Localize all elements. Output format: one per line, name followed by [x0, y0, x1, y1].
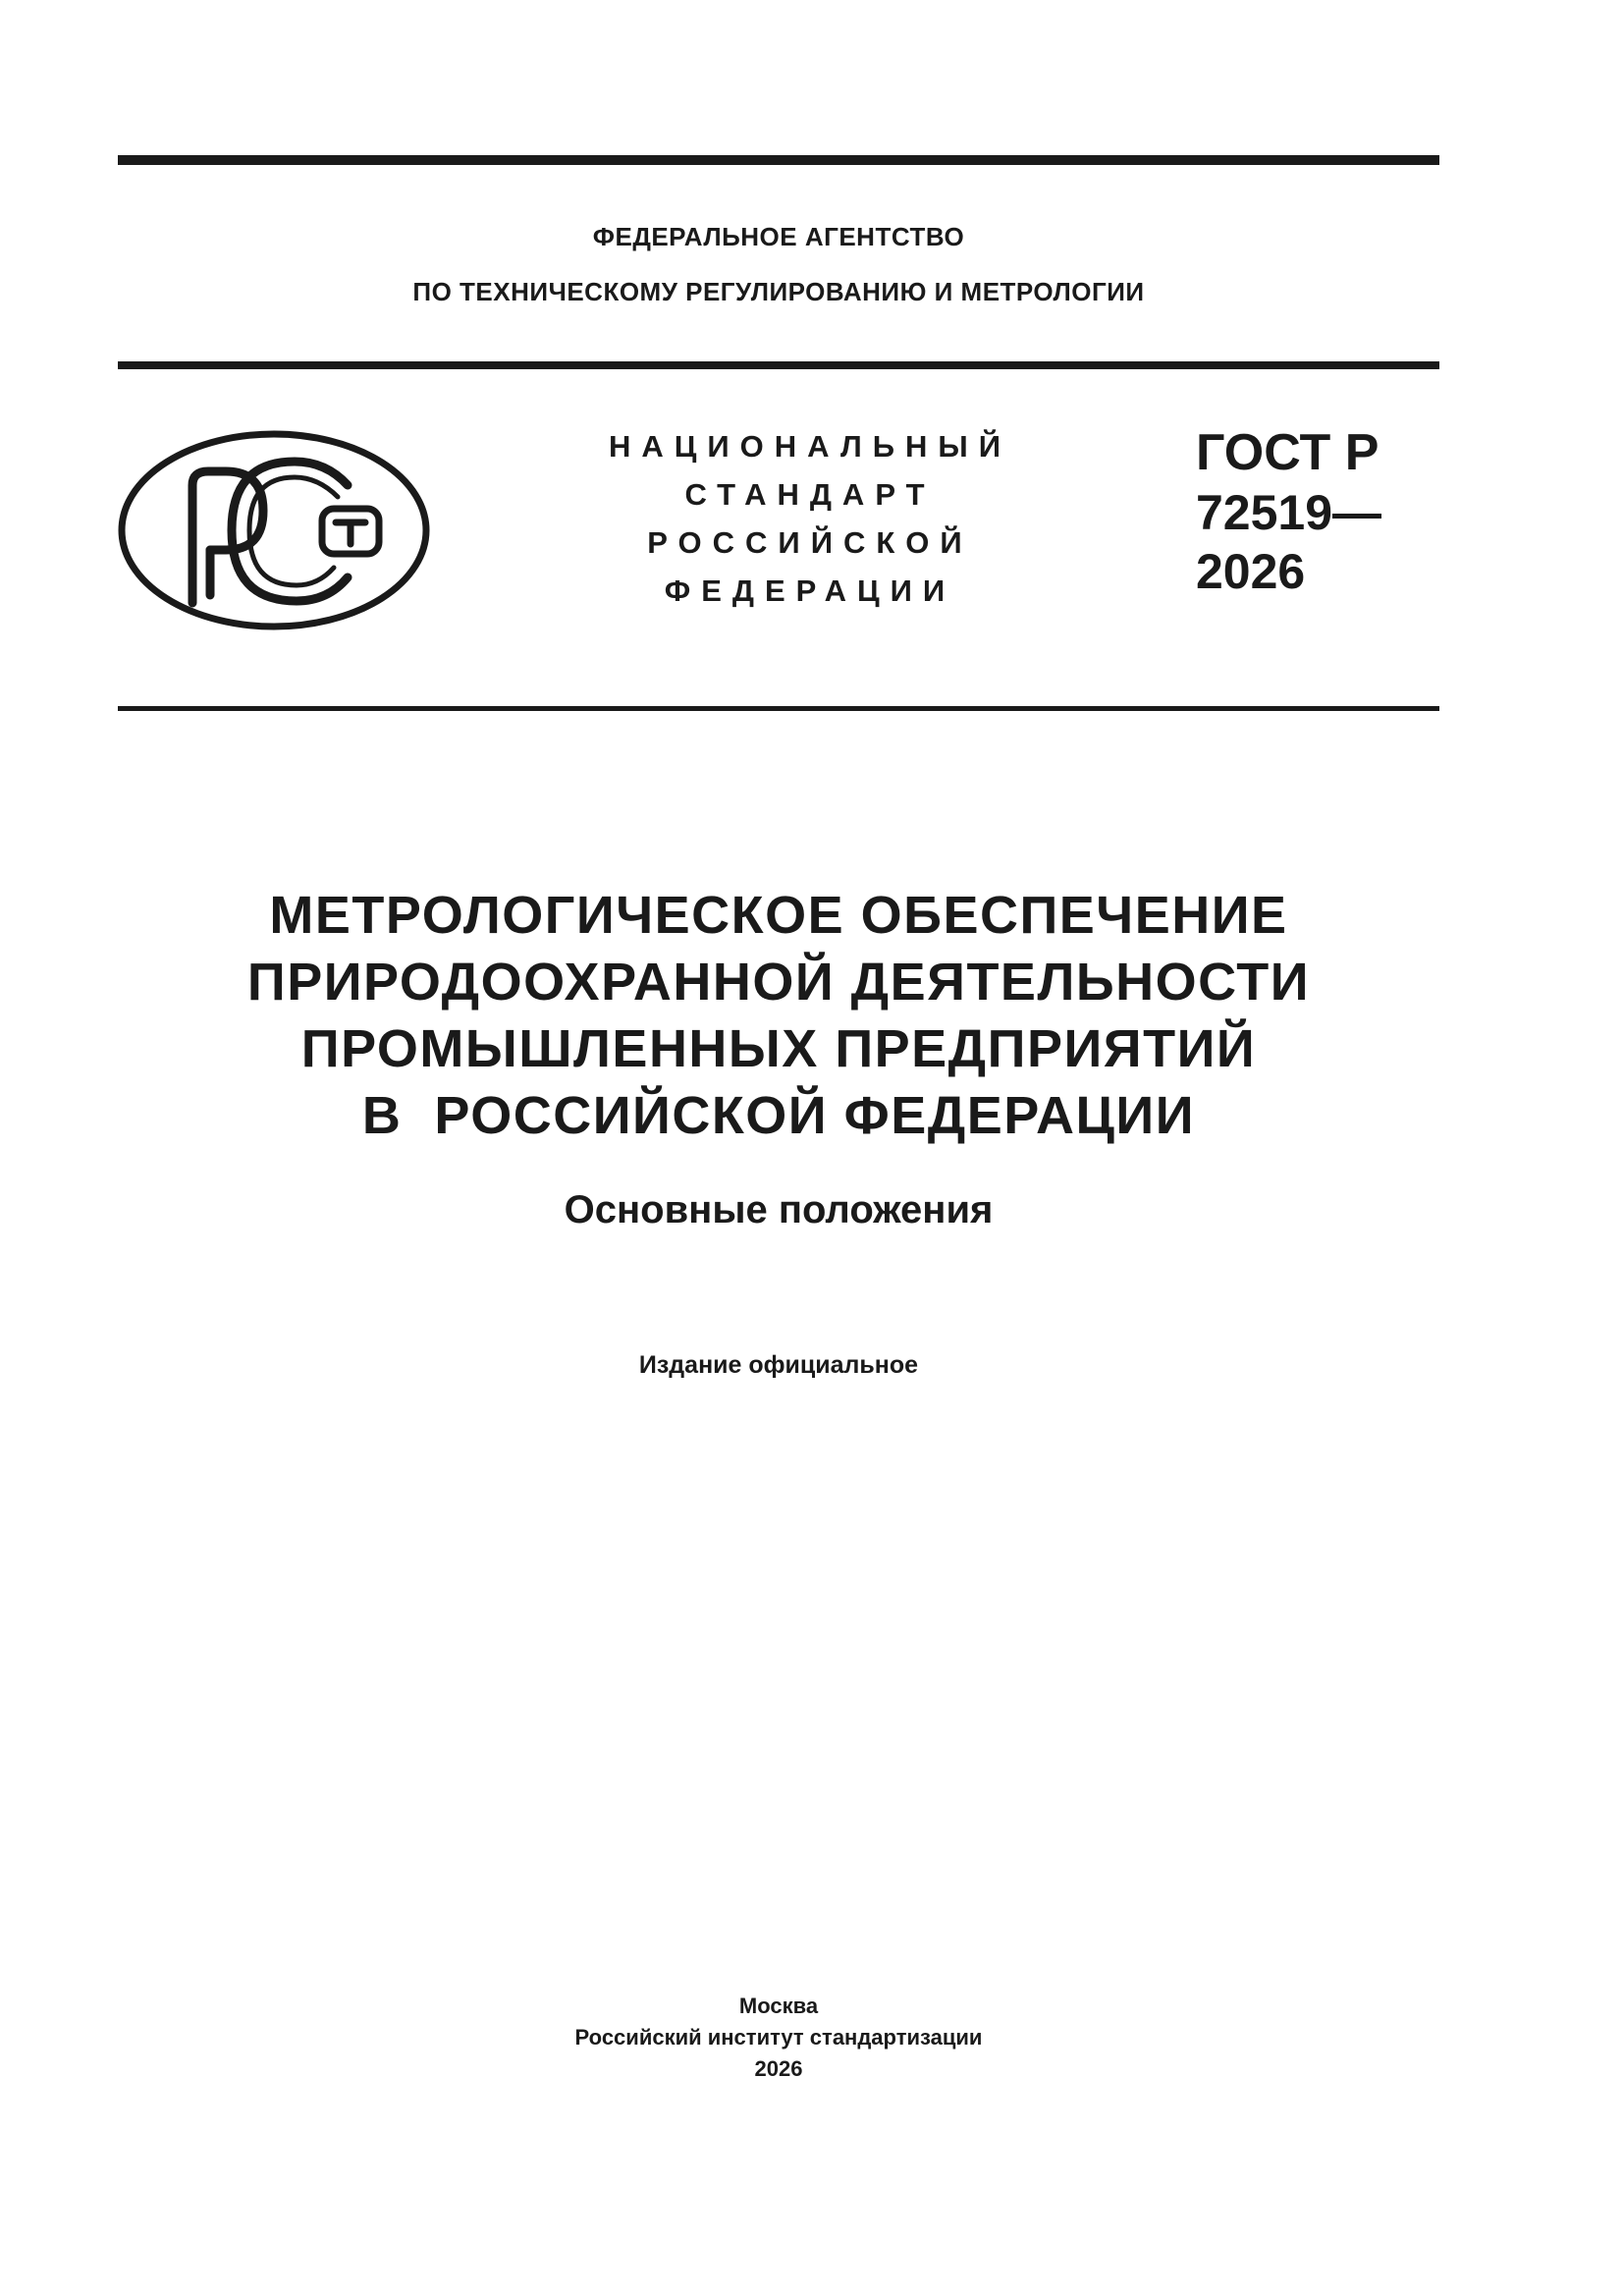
title-line2: ПРИРОДООХРАННОЙ ДЕЯТЕЛЬНОСТИ: [246, 953, 1311, 1011]
title-line1: МЕТРОЛОГИЧЕСКОЕ ОБЕСПЕЧЕНИЕ: [269, 886, 1288, 945]
document-subtitle: Основные положения: [564, 1188, 994, 1231]
standard-type-line2: СТАНДАРТ: [684, 477, 936, 512]
header-bottom-rule: [118, 361, 1439, 369]
standard-type-line4: ФЕДЕРАЦИИ: [664, 574, 956, 608]
designation-number: 72519—: [1196, 485, 1382, 540]
edition-note: Издание официальное: [638, 1351, 919, 1379]
imprint-publisher: Российский институт стандартизации: [574, 2025, 983, 2050]
agency-name-line1: ФЕДЕРАЛЬНОЕ АГЕНТСТВО: [592, 222, 965, 251]
designation-year: 2026: [1196, 544, 1306, 599]
title-line4: В РОССИЙСКОЙ ФЕДЕРАЦИИ: [361, 1086, 1196, 1145]
standard-type-line3: РОССИЙСКОЙ: [647, 525, 973, 560]
standard-designation: [1196, 422, 1381, 601]
imprint: [118, 1991, 1439, 2085]
agency-name-line2: ПО ТЕХНИЧЕСКОМУ РЕГУЛИРОВАНИЮ И МЕТРОЛОГИИ: [412, 277, 1145, 306]
top-rule: [118, 155, 1439, 165]
imprint-year: 2026: [754, 2056, 803, 2081]
standard-type-line1: НАЦИОНАЛЬНЫЙ: [608, 429, 1012, 464]
standard-type-block: [579, 422, 1041, 615]
designation-bottom-rule: [118, 706, 1439, 711]
imprint-city: Москва: [738, 1994, 819, 2018]
designation-label: ГОСТ Р: [1196, 424, 1380, 481]
rst-certification-mark-icon: [116, 428, 432, 632]
document-title: [118, 882, 1439, 1149]
title-line3: ПРОМЫШЛЕННЫХ ПРЕДПРИЯТИЙ: [300, 1019, 1257, 1078]
